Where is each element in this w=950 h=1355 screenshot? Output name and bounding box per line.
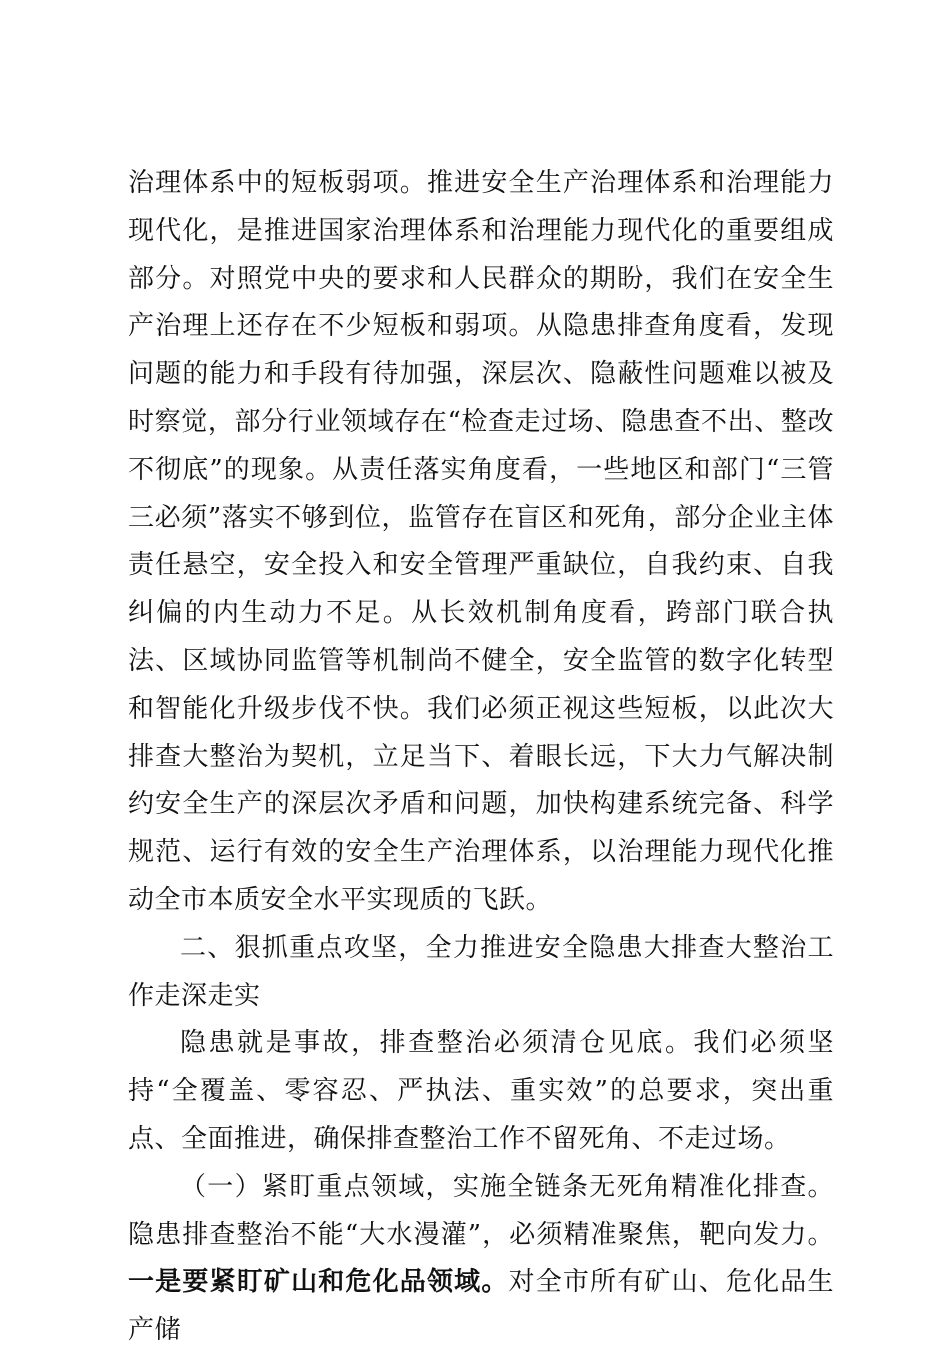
key-areas-continuation: 对全市所有矿山、危化品生产储 bbox=[128, 1267, 834, 1346]
paragraph-hazard-principles: 隐患就是事故，排查整治必须清仓见底。我们必须坚持“全覆盖、零容忍、严执法、重实效”的总要求，突出重点、全面推进，确保排查整治工作不留死角、不走过场。 bbox=[128, 1028, 834, 1154]
key-areas-intro: （一）紧盯重点领域，实施全链条无死角精准化排查。隐患排查整治不能“大水漫灌”，必须精准聚焦，靶向发力。 bbox=[128, 1171, 834, 1250]
section-heading-two: 二、狠抓重点攻坚，全力推进安全隐患大排查大整治工作走深走实 bbox=[128, 932, 834, 1011]
key-areas-bold-point: 一是要紧盯矿山和危化品领域。 bbox=[128, 1267, 509, 1298]
document-page bbox=[128, 160, 834, 1355]
paragraph-key-areas bbox=[128, 1164, 834, 1355]
paragraph-governance-shortcomings: 治理体系中的短板弱项。推进安全生产治理体系和治理能力现代化，是推进国家治理体系和治理能力现代化的重要组成部分。对照党中央的要求和人民群众的期盼，我们在安全生产治理上还存在不少短板和弱项。从隐患排查角度看，发现问题的能力和手段有待加强，深层次、隐蔽性问题难以被及时察觉，部分行业领域存在“检查走过场、隐患查不出、整改不彻底”的现象。从责任落实角度看，一些地区和部门“三管三必须”落实不够到位，监管存在盲区和死角，部分企业主体责任悬空，安全投入和安全管理严重缺位，自我约束、自我纠偏的内生动力不足。从长效机制角度看，跨部门联合执法、区域协同监管等机制尚不健全，安全监管的数字化转型和智能化升级步伐不快。我们必须正视这些短板，以此次大排查大整治为契机，立足当下、着眼长远，下大力气解决制约安全生产的深层次矛盾和问题，加快构建系统完备、科学规范、运行有效的安全生产治理体系，以治理能力现代化推动全市本质安全水平实现质的飞跃。 bbox=[128, 168, 834, 915]
